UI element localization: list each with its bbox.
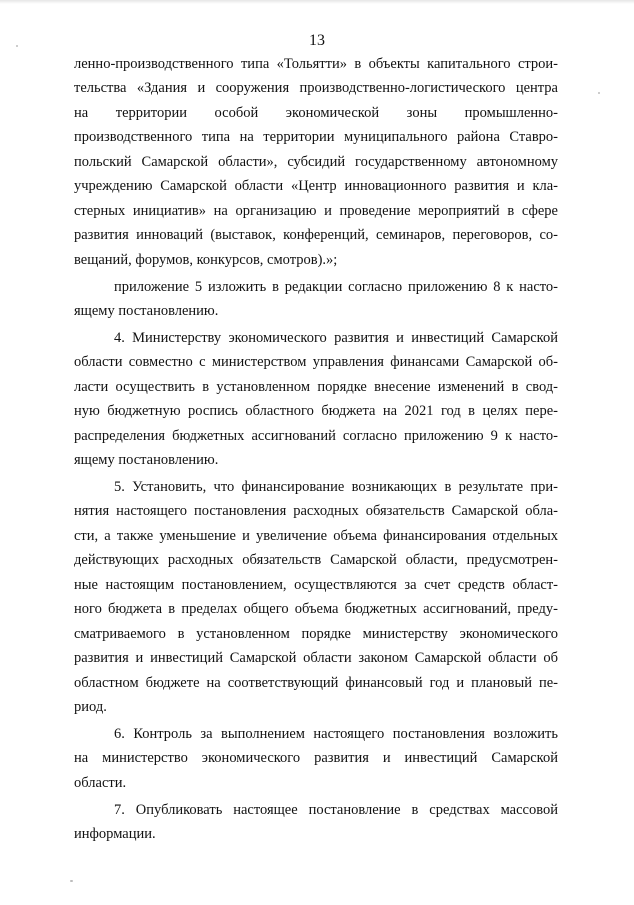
scan-edge [0, 0, 634, 4]
page-number: 13 [309, 32, 325, 49]
text-line: области совместно с министерством управления финансами Самарской об- [74, 354, 558, 370]
text-line: вещаний, форумов, конкурсов, смотров).»; [74, 252, 338, 268]
text-line: тельства «Здания и сооружения производственно-логистического центра [74, 80, 558, 96]
text-line: развития инноваций (выставок, конференций, семинаров, переговоров, со- [74, 227, 558, 243]
text-line: на министерство экономического развития и инвестиций Самарской [74, 750, 558, 766]
text-line: сматриваемого в установленном порядке министерству экономического [74, 626, 558, 642]
text-line: 6. Контроль за выполнением настоящего постановления возложить [114, 726, 558, 742]
text-line: приложение 5 изложить в редакции согласно приложению 8 к насто- [114, 279, 558, 295]
text-line: 5. Установить, что финансирование возникающих в результате при- [114, 479, 558, 495]
text-line: действующих расходных обязательств Самарской области, предусмотрен- [74, 552, 558, 568]
scan-speck [70, 880, 73, 882]
text-line: сти, а также уменьшение и увеличение объема финансирования отдельных [74, 528, 558, 544]
text-line: стерных инициатив» на организацию и проведение мероприятий в сфере [74, 203, 558, 219]
text-line: ласти осуществить в установленном порядке внесение изменений в свод- [74, 379, 558, 395]
scan-speck [598, 92, 600, 94]
text-line: ящему постановлению. [74, 452, 219, 468]
text-line: области. [74, 775, 127, 791]
text-line: производственного типа на территории муниципального района Ставро- [74, 129, 558, 145]
text-line: нятия настоящего постановления расходных обязательств Самарской обла- [74, 503, 558, 519]
text-line: риод. [74, 699, 107, 715]
text-line: ные настоящим постановлением, осуществляются за счет средств област- [74, 577, 558, 593]
text-line: ную бюджетную роспись областного бюджета на 2021 год в целях пере- [74, 403, 558, 419]
text-line: 7. Опубликовать настоящее постановление в средствах массовой [114, 802, 558, 818]
text-line: 4. Министерству экономического развития и инвестиций Самарской [114, 330, 558, 346]
text-line: распределения бюджетных ассигнований согласно приложению 9 к насто- [74, 428, 558, 444]
text-line: информации. [74, 826, 156, 842]
text-line: ящему постановлению. [74, 303, 219, 319]
text-line: ного бюджета в пределах общего объема бюджетных ассигнований, преду- [74, 601, 558, 617]
text-line: областном бюджете на соответствующий финансовый год и плановый пе- [74, 675, 558, 691]
text-line: учреждению Самарской области «Центр инновационного развития и кла- [74, 178, 558, 194]
text-line: на территории особой экономической зоны промышленно- [74, 105, 558, 121]
text-line: развития и инвестиций Самарской области законом Самарской области об [74, 650, 558, 666]
text-line: ленно-производственного типа «Тольятти» в объекты капитального строи- [74, 56, 558, 72]
text-line: польский Самарской области», субсидий государственному автономному [74, 154, 558, 170]
